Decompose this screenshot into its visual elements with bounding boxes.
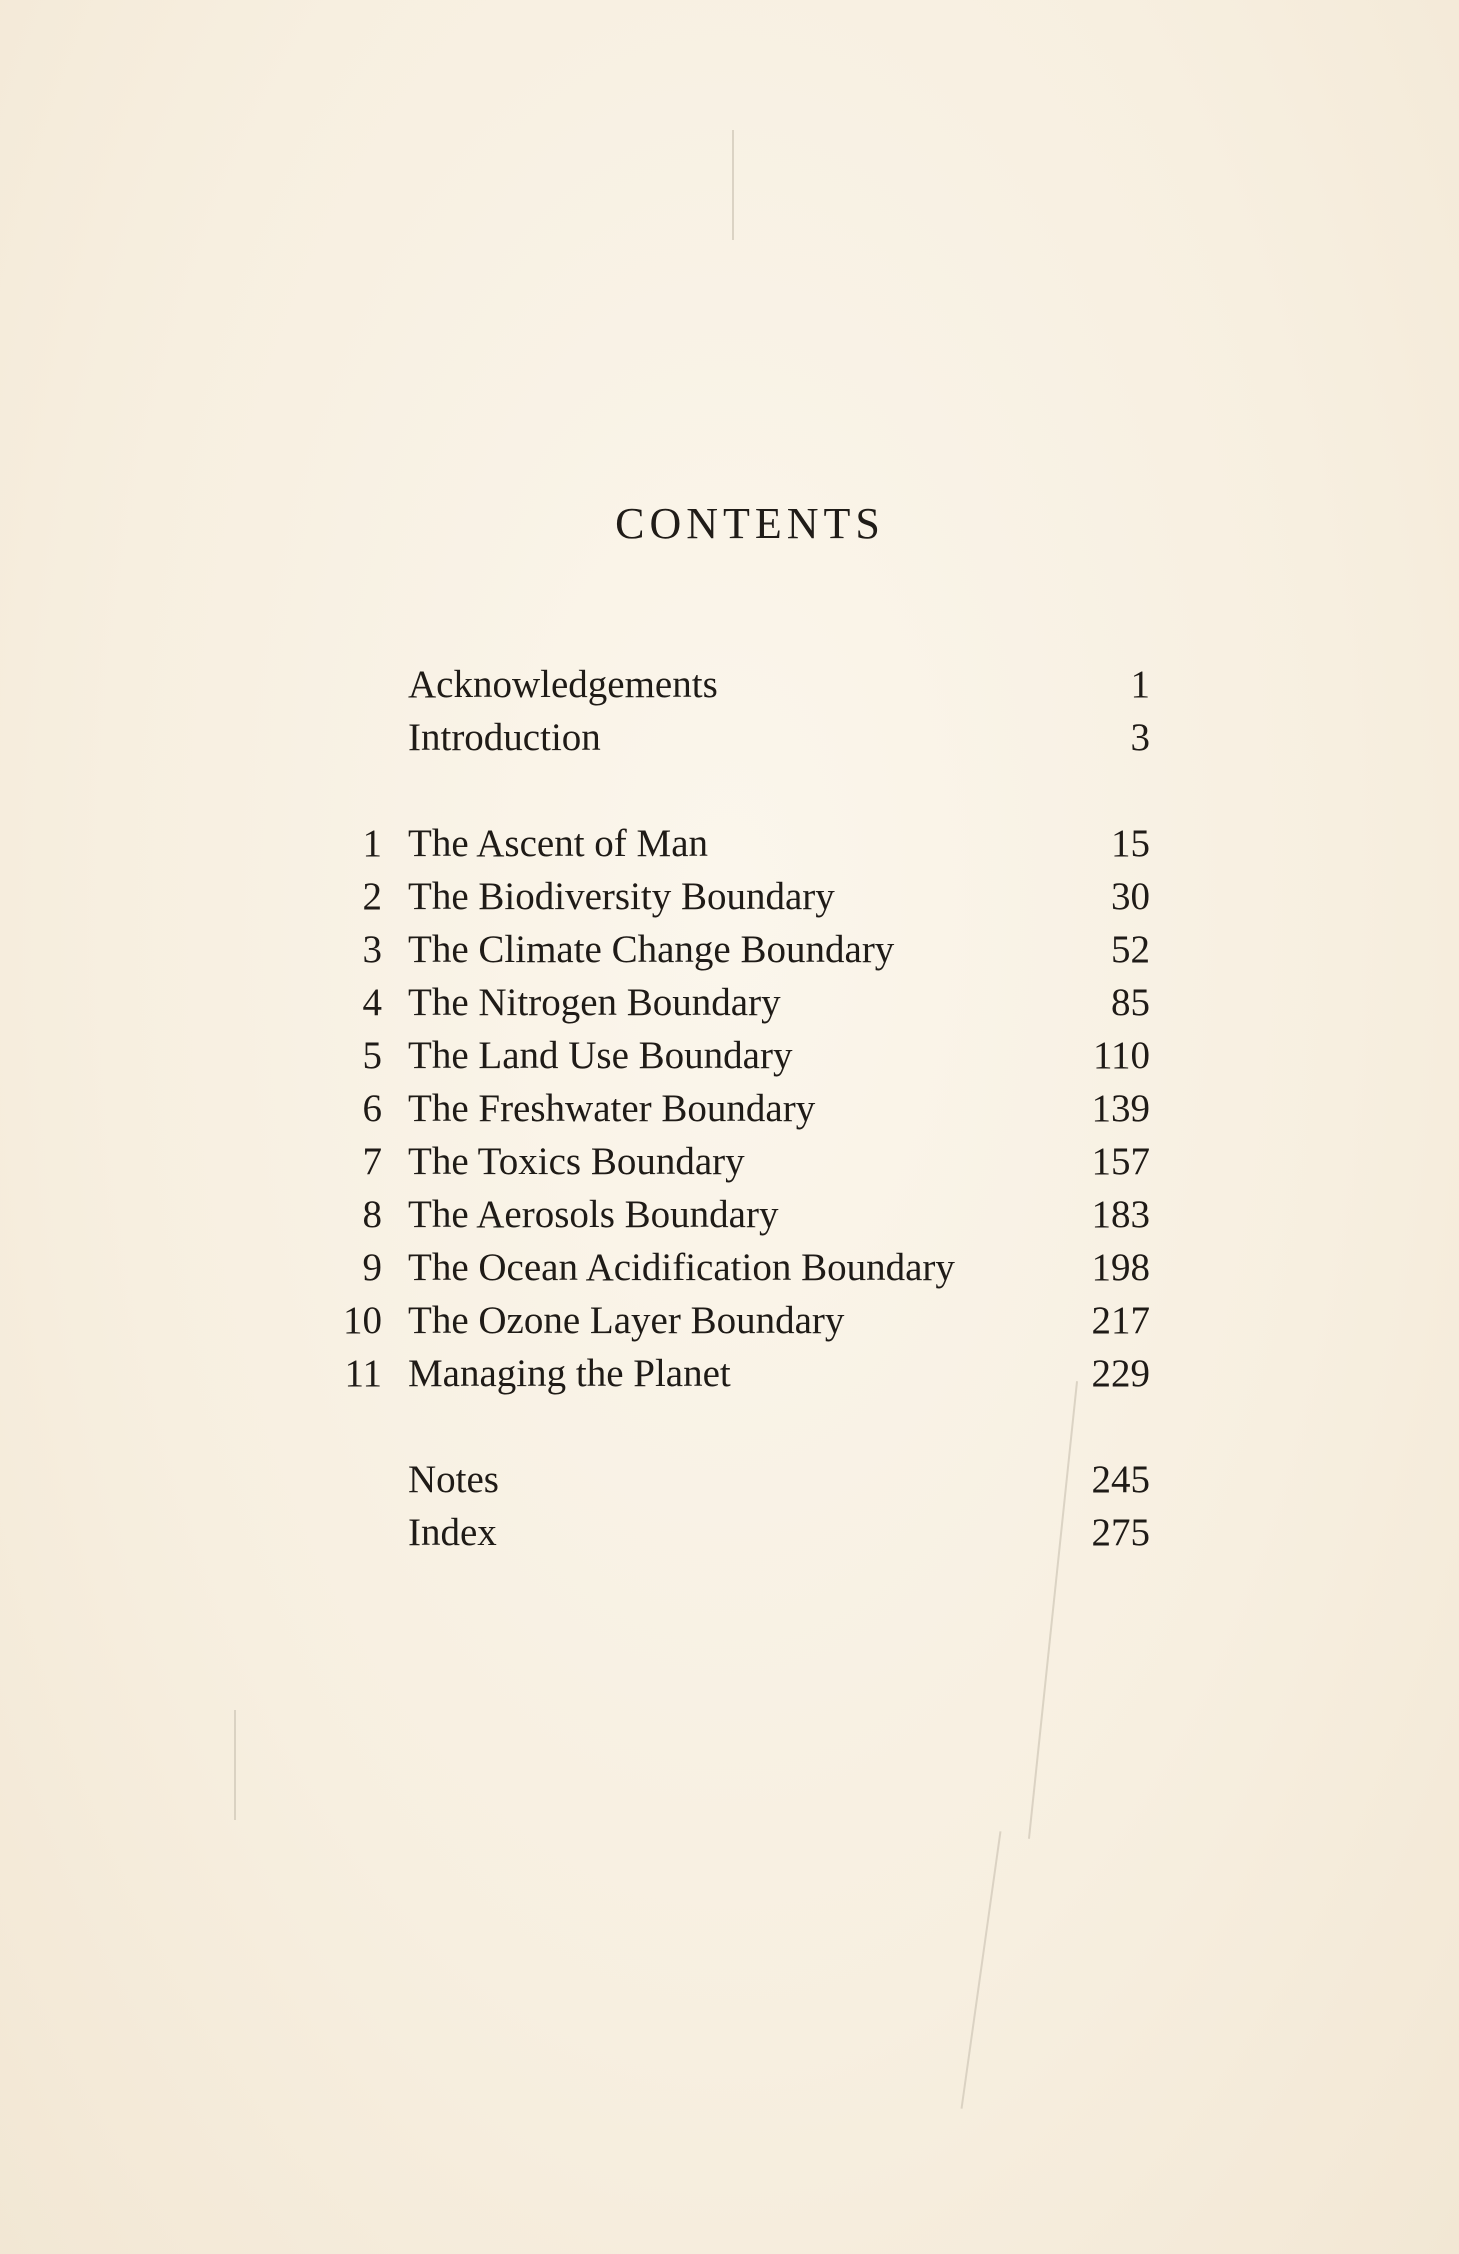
toc-chapter: [320, 923, 1150, 976]
chapter-number: 2: [362, 875, 382, 918]
entry-page: 275: [1091, 1511, 1150, 1554]
toc-entry: [320, 1506, 1150, 1559]
chapter-number: 1: [362, 822, 382, 865]
toc-chapter: [320, 1188, 1150, 1241]
chapter-page: 229: [1091, 1352, 1150, 1395]
section-spacer: [320, 764, 1150, 817]
chapter-page: 15: [1111, 822, 1150, 865]
chapter-page: 30: [1111, 875, 1150, 918]
chapter-title: The Climate Change Boundary: [408, 928, 895, 971]
chapter-title: The Aerosols Boundary: [408, 1193, 779, 1236]
chapter-title: The Nitrogen Boundary: [408, 981, 781, 1024]
toc-chapter: [320, 976, 1150, 1029]
toc-chapter: [320, 870, 1150, 923]
chapter-number: 5: [362, 1034, 382, 1077]
section-spacer: [320, 1400, 1150, 1453]
toc-chapter: [320, 1135, 1150, 1188]
entry-page: 1: [1130, 663, 1150, 706]
toc-chapter: [320, 1294, 1150, 1347]
toc-chapter: [320, 1082, 1150, 1135]
chapter-title: The Biodiversity Boundary: [408, 875, 835, 918]
chapter-page: 157: [1091, 1140, 1150, 1183]
toc-chapter: [320, 817, 1150, 870]
toc-chapter: [320, 1241, 1150, 1294]
chapter-title: The Ascent of Man: [408, 822, 709, 865]
chapter-page: 52: [1111, 928, 1150, 971]
chapter-title: The Land Use Boundary: [408, 1034, 793, 1077]
chapter-number: 4: [362, 981, 382, 1024]
chapter-number: 6: [362, 1087, 382, 1130]
entry-page: 245: [1091, 1458, 1150, 1501]
chapter-page: 110: [1092, 1034, 1150, 1077]
chapter-number: 9: [362, 1246, 382, 1289]
chapter-page: 139: [1091, 1087, 1150, 1130]
entry-page: 3: [1130, 716, 1150, 759]
entry-title: Index: [408, 1511, 497, 1554]
chapter-title: The Ocean Acidification Boundary: [408, 1246, 955, 1289]
chapter-number: 3: [362, 928, 382, 971]
paper-crease: [234, 1710, 236, 1820]
chapter-title: The Freshwater Boundary: [408, 1087, 816, 1130]
paper-crease: [961, 1831, 1002, 2109]
entry-title: Notes: [408, 1458, 499, 1501]
paper-crease: [732, 130, 734, 240]
entry-title: Introduction: [408, 716, 601, 759]
page-title: CONTENTS: [615, 499, 885, 548]
chapter-title: Managing the Planet: [408, 1352, 731, 1395]
chapter-page: 217: [1091, 1299, 1150, 1342]
chapter-title: The Ozone Layer Boundary: [408, 1299, 845, 1342]
chapter-page: 183: [1091, 1193, 1150, 1236]
chapter-page: 198: [1091, 1246, 1150, 1289]
chapter-number: 10: [343, 1299, 382, 1342]
chapter-title: The Toxics Boundary: [408, 1140, 745, 1183]
table-of-contents: [320, 658, 1150, 1559]
toc-entry: [320, 658, 1150, 711]
chapter-number: 8: [362, 1193, 382, 1236]
toc-chapter: [320, 1347, 1150, 1400]
toc-entry: [320, 1453, 1150, 1506]
chapter-page: 85: [1111, 981, 1150, 1024]
entry-title: Acknowledgements: [408, 663, 718, 706]
chapter-number: 11: [344, 1352, 382, 1395]
chapter-number: 7: [362, 1140, 382, 1183]
toc-entry: [320, 711, 1150, 764]
toc-chapter: [320, 1029, 1150, 1082]
